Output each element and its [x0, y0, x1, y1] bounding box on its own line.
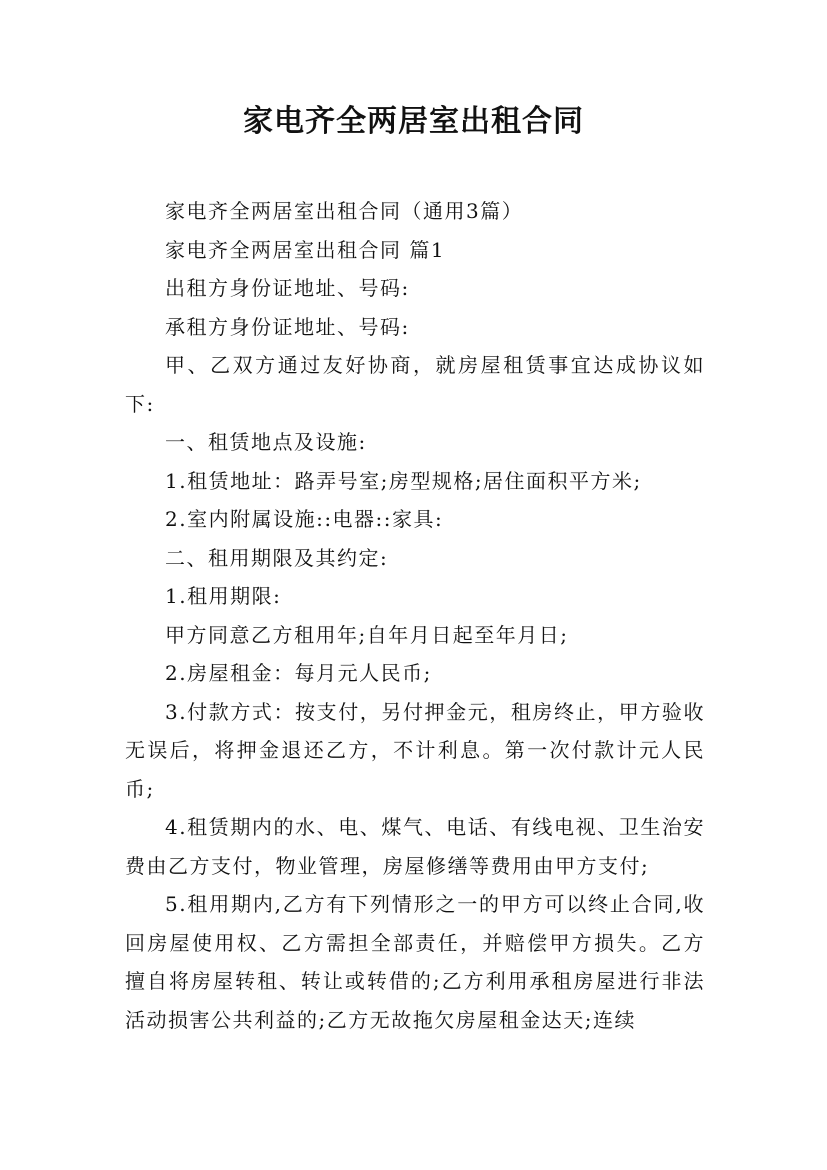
document-body	[125, 192, 705, 1039]
paragraph-clause-2-1: 1.租用期限:	[165, 584, 282, 608]
paragraph-clause-1-1: 1.租赁地址：路弄号室;房型规格;居住面积平方米;	[165, 468, 642, 493]
paragraph-lessor-id: 出租方身份证地址、号码:	[165, 276, 410, 300]
paragraph-clause-2-1-detail: 甲方同意乙方租用年;自年月日起至年月日;	[165, 622, 569, 647]
paragraph-subtitle: 家电齐全两居室出租合同（通用3篇）	[165, 199, 524, 223]
paragraph-section-heading: 家电齐全两居室出租合同 篇1	[165, 237, 446, 262]
paragraph-clause-2-3: 3.付款方式：按支付，另付押金元，租房终止，甲方验收无误后，将押金退还乙方，不计利息。第一次付款计元人民币;	[125, 699, 705, 801]
paragraph-clause-2-2: 2.房屋租金：每月元人民币;	[165, 661, 432, 685]
paragraph-clause-1-heading: 一、租赁地点及设施:	[165, 430, 367, 454]
paragraph-clause-1-2: 2.室内附属设施::电器::家具:	[165, 507, 444, 531]
paragraph-clause-2-4: 4.租赁期内的水、电、煤气、电话、有线电视、卫生治安费由乙方支付，物业管理，房屋修缮等费用由甲方支付;	[125, 815, 705, 878]
paragraph-lessee-id: 承租方身份证地址、号码:	[165, 314, 410, 339]
paragraph-clause-2-heading: 二、租用期限及其约定:	[165, 545, 389, 570]
paragraph-clause-2-5: 5.租用期内,乙方有下列情形之一的甲方可以终止合同,收回房屋使用权、乙方需担全部责任，并赔偿甲方损失。乙方擅自将房屋转租、转让或转借的;乙方利用承租房屋进行非法活动损害公共利益的;乙方无故拖欠房屋租金达天;连续	[125, 892, 705, 1032]
document-title: 家电齐全两居室出租合同	[243, 104, 584, 139]
paragraph-agreement-intro: 甲、乙双方通过友好协商，就房屋租赁事宜达成协议如下:	[125, 353, 705, 416]
